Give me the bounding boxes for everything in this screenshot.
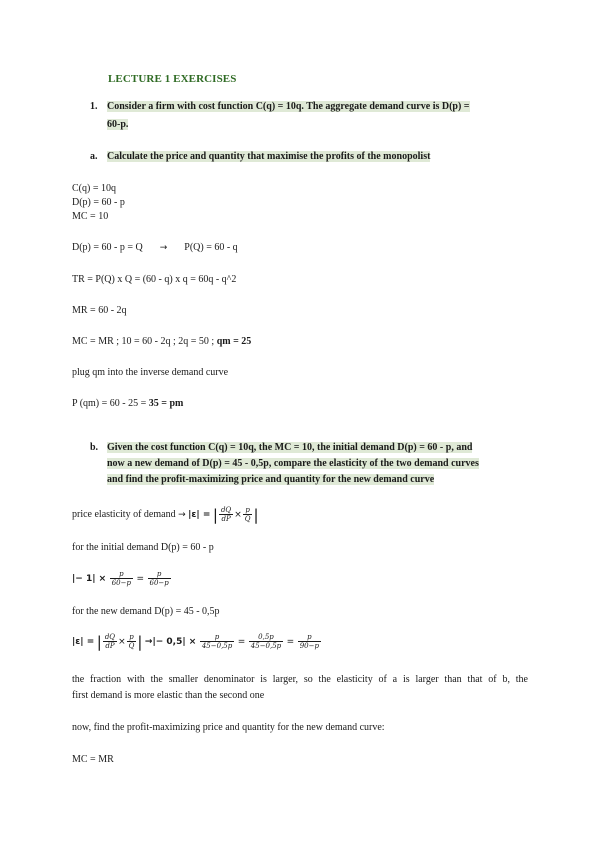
given-mc: MC = 10 xyxy=(72,211,109,222)
new-demand-elasticity xyxy=(72,631,322,653)
elasticity-formula xyxy=(72,504,259,526)
initial-fraction-1: $\frac{p}{60-p}$ xyxy=(111,570,131,588)
final-equation: MC = MR xyxy=(72,754,114,765)
new-elasticity-mid: →|− 0,5| × xyxy=(144,637,197,647)
question-b xyxy=(90,441,530,487)
absolute-bar-right-icon: | xyxy=(137,632,143,651)
marginal-revenue: MR = 60 - 2q xyxy=(72,305,127,316)
elasticity-symbol: |ε| = xyxy=(188,510,211,520)
given-cost: C(q) = 10q xyxy=(72,183,116,194)
question-1-line-1: Consider a firm with cost function C(q) = 10q. The aggregate demand curve is D(p) = xyxy=(107,101,470,112)
question-a-label: a. xyxy=(90,151,98,162)
inverse-demand-left: D(p) = 60 - p = Q xyxy=(72,242,143,253)
times-symbol: × xyxy=(118,637,126,647)
new-elasticity-symbol: |ε| = xyxy=(72,637,95,647)
page-title: LECTURE 1 EXERCISES xyxy=(108,73,237,85)
initial-demand-label: for the initial demand D(p) = 60 - p xyxy=(72,542,214,553)
fraction-p-q: $\frac{p}{Q}$ xyxy=(244,506,251,524)
equals-symbol: = xyxy=(286,637,295,647)
initial-elasticity xyxy=(72,568,172,590)
new-fraction-dq-dp: $\frac{dQ}{dP}$ xyxy=(104,633,116,651)
new-fraction-2: $\frac{0,5p}{45-0,5p}$ xyxy=(250,633,282,651)
comparison-paragraph xyxy=(72,672,528,704)
question-a xyxy=(90,150,530,166)
absolute-bar-left-icon: | xyxy=(212,505,218,524)
new-demand-label: for the new demand D(p) = 45 - 0,5p xyxy=(72,606,220,617)
inverse-demand-line xyxy=(72,241,238,255)
monopoly-price xyxy=(72,397,183,411)
inverse-demand-right: P(Q) = 60 - q xyxy=(184,242,238,253)
initial-fraction-2: $\frac{p}{60-p}$ xyxy=(149,570,169,588)
mc-equals-mr xyxy=(72,335,251,349)
right-arrow-icon: → xyxy=(178,510,186,520)
monopoly-price-text: P (qm) = 60 - 25 = xyxy=(72,398,149,409)
elasticity-label: price elasticity of demand xyxy=(72,509,176,520)
question-1-number: 1. xyxy=(90,101,98,112)
absolute-bar-right-icon: | xyxy=(253,505,259,524)
initial-elasticity-lead: |− 1| × xyxy=(72,574,107,584)
plug-instruction: plug qm into the inverse demand curve xyxy=(72,367,229,378)
question-1 xyxy=(90,100,530,132)
question-b-line-1: Given the cost function C(q) = 10q, the MC = 10, the initial demand D(p) = 60 - p, and xyxy=(107,442,473,453)
absolute-bar-left-icon: | xyxy=(96,632,102,651)
monopoly-price-result: 35 = pm xyxy=(148,398,184,409)
find-instruction: now, find the profit-maximizing price and quantity for the new demand curve: xyxy=(72,722,385,733)
new-fraction-1: $\frac{p}{45-0,5p}$ xyxy=(201,633,233,651)
new-fraction-p-q: $\frac{p}{Q}$ xyxy=(128,633,135,651)
question-b-line-3: and find the profit-maximizing price and quantity for the new demand curve xyxy=(107,474,435,485)
comparison-line-2: first demand is more elastic than the second one xyxy=(72,690,265,701)
given-demand: D(p) = 60 - p xyxy=(72,197,125,208)
equals-symbol: = xyxy=(237,637,246,647)
question-b-label: b. xyxy=(90,442,99,453)
new-fraction-3: $\frac{p}{90-p}$ xyxy=(299,633,319,651)
equals-symbol: = xyxy=(136,574,144,584)
fraction-dq-dp: $\frac{dQ}{dP}$ xyxy=(220,506,232,524)
question-1-line-2: 60-p. xyxy=(107,119,129,130)
monopoly-quantity: qm = 25 xyxy=(216,336,252,347)
mc-equals-mr-text: MC = MR ; 10 = 60 - 2q ; 2q = 50 ; xyxy=(72,336,217,347)
total-revenue: TR = P(Q) x Q = (60 - q) x q = 60q - q^2 xyxy=(72,274,237,285)
question-a-text: Calculate the price and quantity that maximise the profits of the monopolist xyxy=(107,151,431,162)
question-b-line-2: now a new demand of D(p) = 45 - 0,5p, compare the elasticity of the two demand curves xyxy=(107,458,479,469)
right-arrow-icon: → xyxy=(159,243,168,253)
comparison-line-1: the fraction with the smaller denominator is larger, so the elasticity of a is larger than that of b, the xyxy=(72,674,528,685)
times-symbol: × xyxy=(234,510,242,520)
